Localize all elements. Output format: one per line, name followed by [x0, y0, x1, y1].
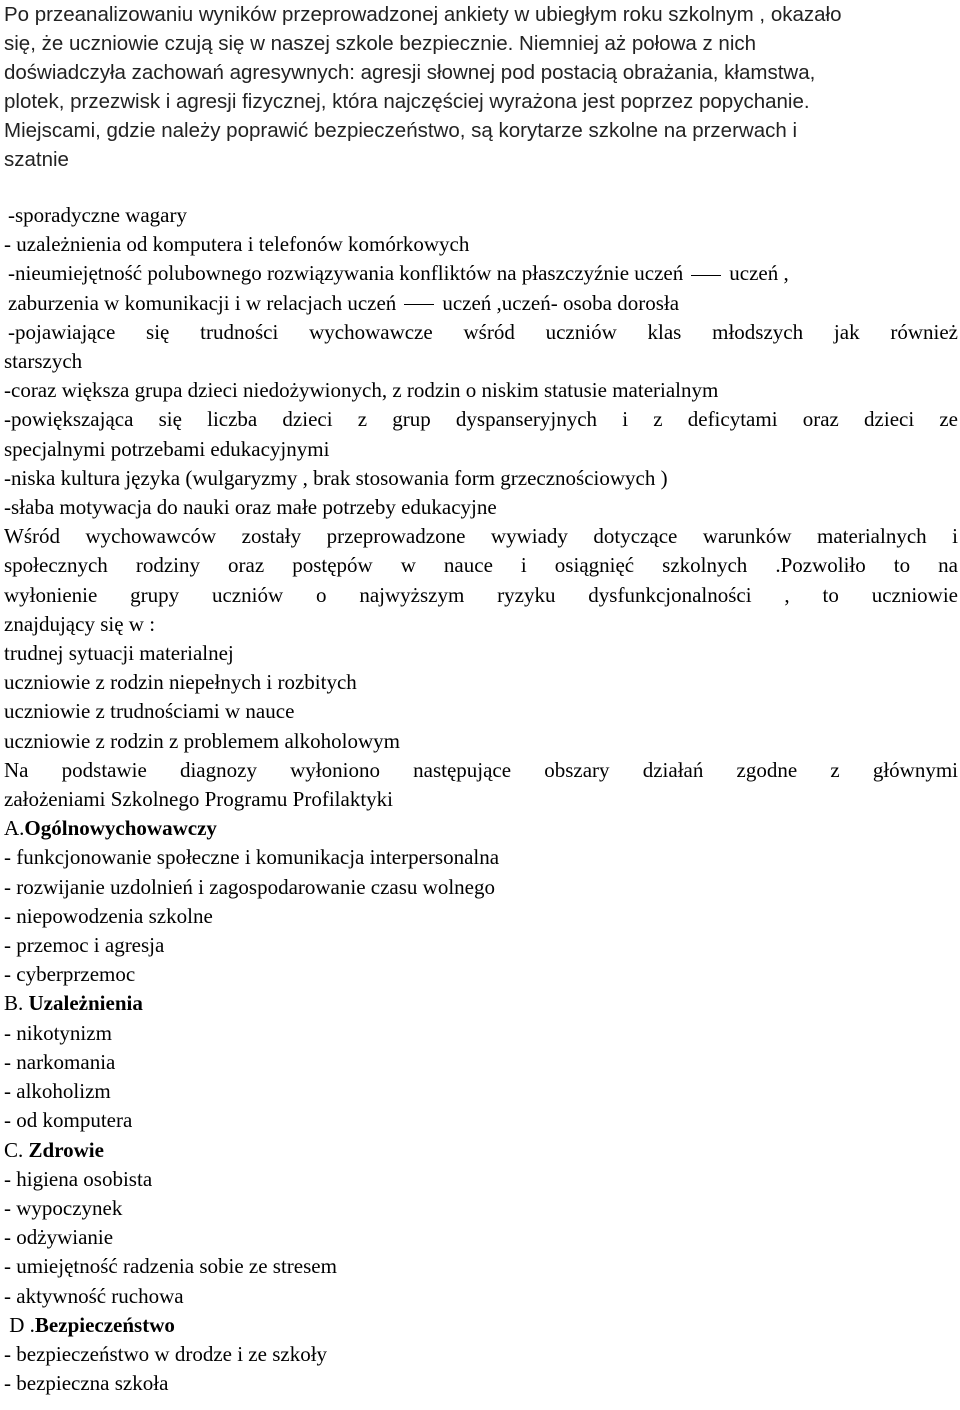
problem-item: -niska kultura języka (wulgaryzmy , brak stosowania form grzecznościowych ) [4, 465, 668, 490]
section-item: - cyberprzemoc [4, 962, 136, 987]
section-c [4, 1136, 958, 1311]
section-item: - umiejętność radzenia sobie ze stresem [4, 1254, 337, 1279]
problem-item: -sporadyczne wagary [8, 203, 187, 227]
problem-item: -powiększająca się liczba dzieci z grup dyspanseryjnych i z deficytami oraz dzieci ze [4, 407, 958, 432]
section-prefix: A. [4, 816, 25, 841]
risk-group-item: trudnej sytuacji materialnej [4, 641, 234, 666]
dash-separator [691, 275, 721, 276]
section-item: - bezpieczna szkoła [4, 1371, 169, 1396]
section-prefix: D . [4, 1312, 35, 1337]
problem-text: uczeń ,uczeń- osoba dorosła [442, 290, 680, 315]
section-title: Ogólnowychowawczy [24, 816, 217, 841]
section-title: Uzależnienia [28, 991, 143, 1016]
risk-group-item: uczniowie z rodzin z problemem alkoholowym [4, 728, 400, 753]
intro-line: Po przeanalizowaniu wyników przeprowadzonej ankiety w ubiegłym roku szkolnym , okazało [4, 3, 842, 26]
intro-line: szatnie [4, 148, 69, 171]
paragraph-line: Wśród wychowawców zostały przeprowadzone wywiady dotyczące warunków materialnych i [4, 524, 958, 549]
section-item: - rozwijanie uzdolnień i zagospodarowanie czasu wolnego [4, 874, 495, 899]
intro-line: Miejscami, gdzie należy poprawić bezpieczeństwo, są korytarze szkolne na przerwach i [4, 119, 798, 142]
problems-list [4, 201, 958, 522]
section-item: - funkcjonowanie społeczne i komunikacja interpersonalna [4, 845, 500, 870]
section-prefix: B. [4, 991, 29, 1016]
section-heading [4, 814, 958, 843]
section-title: Zdrowie [28, 1137, 104, 1162]
section-b [4, 989, 958, 1135]
section-heading [4, 989, 958, 1018]
problem-text: uczeń , [729, 261, 789, 286]
problem-text: -nieumiejętność polubownego rozwiązywania konfliktów na płaszczyźnie uczeń [8, 261, 684, 286]
section-d [4, 1311, 958, 1399]
section-heading [4, 1311, 958, 1340]
intro-line: się, że uczniowie czują się w naszej szkole bezpiecznie. Niemniej aż połowa z nich [4, 32, 757, 55]
section-item: - odżywianie [4, 1225, 114, 1250]
problem-item: -słaba motywacja do nauki oraz małe potrzeby edukacyjne [4, 495, 497, 520]
paragraph-line: społecznych rodziny oraz postępów w nauce i osiągnięć szkolnych .Pozwoliło to na [4, 553, 958, 578]
document-page [4, 0, 958, 1398]
section-item: - od komputera [4, 1108, 133, 1133]
intro-line: doświadczyła zachowań agresywnych: agresji słownej pod postacią obrażania, kłamstwa, [4, 61, 816, 84]
problem-item [4, 289, 958, 318]
paragraph-line: znajdujący się w : [4, 611, 156, 636]
dash-separator [404, 304, 434, 305]
problem-item: -pojawiające się trudności wychowawcze wśród uczniów klas młodszych jak również [8, 319, 958, 344]
section-title: Bezpieczeństwo [34, 1312, 175, 1337]
problem-item: starszych [4, 349, 83, 374]
paragraph-line: założeniami Szkolnego Programu Profilaktyki [4, 787, 393, 812]
section-item: - aktywność ruchowa [4, 1283, 184, 1308]
problem-text: zaburzenia w komunikacji i w relacjach uczeń [8, 290, 397, 315]
risk-group-item: uczniowie z rodzin niepełnych i rozbitych [4, 670, 357, 695]
section-item: - narkomania [4, 1049, 116, 1074]
section-item: - bezpieczeństwo w drodze i ze szkoły [4, 1341, 328, 1366]
problem-item: specjalnymi potrzebami edukacyjnymi [4, 436, 330, 461]
section-item: - wypoczynek [4, 1195, 123, 1220]
section-heading [4, 1136, 958, 1165]
section-a [4, 814, 958, 989]
problem-item: - uzależnienia od komputera i telefonów komórkowych [4, 232, 470, 257]
risk-group-item: uczniowie z trudnościami w nauce [4, 699, 295, 724]
section-item: - niepowodzenia szkolne [4, 903, 213, 928]
section-item: - alkoholizm [4, 1079, 111, 1104]
section-item: - nikotynizm [4, 1020, 112, 1045]
problem-item [4, 259, 958, 288]
intro-line: plotek, przezwisk i agresji fizycznej, która najczęściej wyrażona jest poprzez popychanie. [4, 90, 810, 113]
section-prefix: C. [4, 1137, 29, 1162]
intro-paragraph [4, 0, 958, 174]
section-item: - przemoc i agresja [4, 933, 165, 958]
interviews-paragraph [4, 522, 958, 814]
paragraph-line: Na podstawie diagnozy wyłoniono następujące obszary działań zgodne z głównymi [4, 757, 958, 782]
document-body [4, 201, 958, 1398]
problem-item: -coraz większa grupa dzieci niedożywionych, z rodzin o niskim statusie materialnym [4, 378, 719, 403]
section-item: - higiena osobista [4, 1166, 153, 1191]
paragraph-line: wyłonienie grupy uczniów o najwyższym ryzyku dysfunkcjonalności , to uczniowie [4, 582, 958, 607]
